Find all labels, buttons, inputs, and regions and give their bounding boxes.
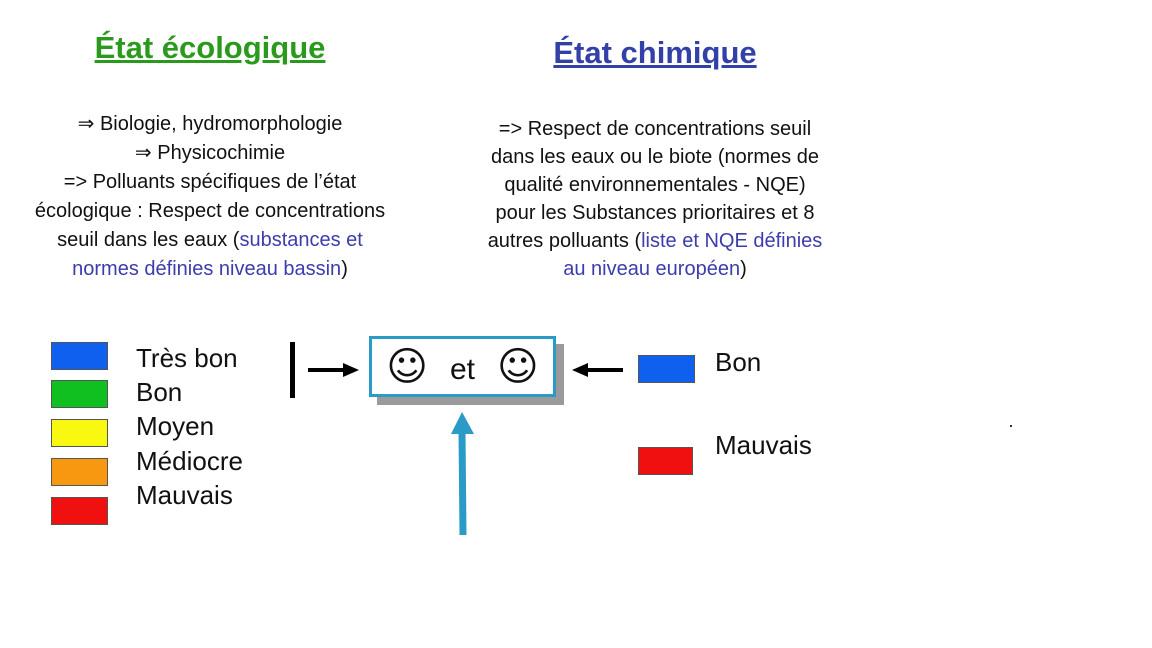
implies-arrow-icon: ⇒ [134,142,152,164]
eco-label-bad: Mauvais [136,480,233,510]
eco-label-poor: Médiocre [136,446,243,476]
eco-swatch-very-good [51,342,108,370]
eco-swatch-bad [51,497,108,525]
chem-line-6-blue: au niveau européen [563,258,741,280]
eco-label-good: Bon [136,377,183,407]
ecological-description [0,110,420,284]
eco-line-3: => Polluants spécifiques de l’état [63,171,357,193]
eco-line-6 [0,255,420,284]
eco-line-1-text: Biologie, hydromorphologie [99,113,343,135]
smiley-icon: ☺ [497,343,539,390]
chem-line-2: dans les eaux ou le biote (normes de [491,146,819,168]
chem-line-3: qualité environnementales - NQE) [504,174,806,196]
chem-line-5 [445,227,865,255]
eco-line-5 [0,226,420,255]
eco-line-2-text: Physicochimie [157,142,286,164]
chem-line-4: pour les Substances prioritaires et 8 [495,202,815,224]
chem-label-good: Bon [715,347,762,377]
eco-swatch-moderate [51,419,108,447]
chem-line-6-black: ) [740,258,747,280]
implies-arrow-icon: ⇒ [77,113,95,135]
chemical-status-title: État chimique [553,35,757,70]
chem-line-6 [445,255,865,283]
eco-line-biology [0,110,420,139]
eco-line-6-blue: normes définies niveau bassin [72,258,342,280]
combined-status-box [369,336,556,397]
eco-swatch-poor [51,458,108,486]
chem-swatch-good [638,355,695,383]
up-arrow-icon [448,410,480,540]
right-arrow-icon [305,360,361,380]
eco-line-physicochemistry [0,139,420,168]
stray-dot [1010,425,1012,427]
eco-label-very-good: Très bon [136,343,238,373]
eco-line-5-black: seuil dans les eaux ( [57,229,240,251]
smiley-icon: ☺ [386,343,428,390]
chemical-description [445,115,865,283]
chem-label-bad: Mauvais [715,430,812,460]
left-arrow-icon [570,360,626,380]
chem-line-5-blue: liste et NQE définies [641,230,823,252]
eco-line-4: écologique : Respect de concentrations [34,200,386,222]
chem-swatch-bad [638,447,693,475]
chem-line-5-black: autres polluants ( [487,230,642,252]
eco-line-5-blue: substances et [239,229,363,251]
connector-text: et [449,352,476,386]
ecological-bracket-bar [290,342,295,398]
eco-swatch-good [51,380,108,408]
chem-line-1: => Respect de concentrations seuil [498,118,812,140]
ecological-status-title: État écologique [94,30,326,65]
eco-line-6-black: ) [341,258,348,280]
eco-label-moderate: Moyen [136,411,215,441]
